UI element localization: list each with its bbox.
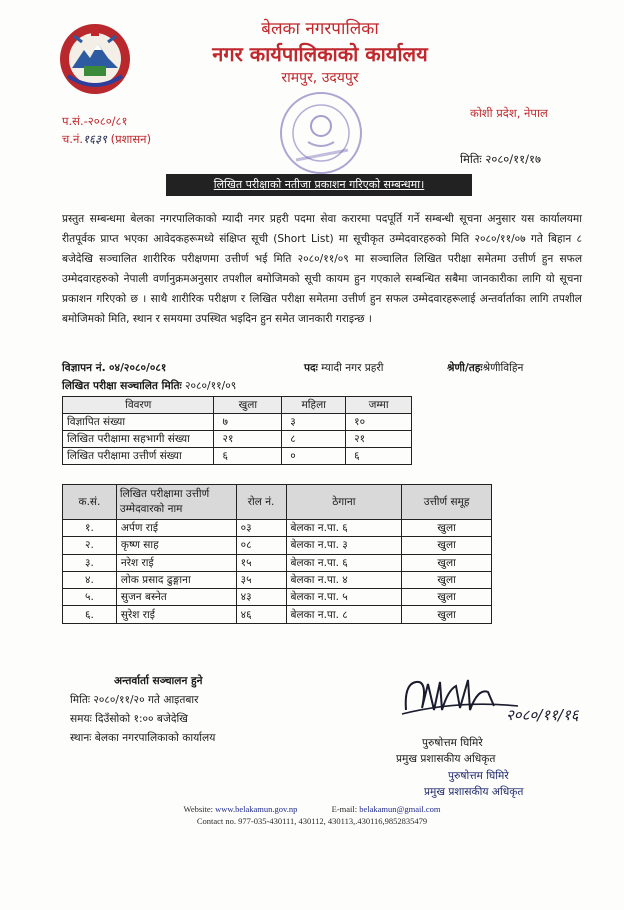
roll-number-cell: ३५ [236,571,286,588]
interview-time: समयः दिउँसोको १:०० बजेदेखि [70,713,188,725]
group-cell: खुला [402,589,492,606]
summary-cell: २१ [346,431,412,448]
letter-date: मितिः २०८०/११/१७ [460,152,541,166]
nepal-emblem-icon [58,22,132,96]
website-label: Website: [183,804,214,814]
summary-header-cell: जम्मा [346,397,412,414]
address-cell: बेलका न.पा. ३ [286,537,402,554]
summary-header-cell: खुला [214,397,282,414]
address-cell: बेलका न.पा. ४ [286,571,402,588]
serial-cell: ६. [63,606,117,623]
summary-table [62,396,412,465]
result-header-cell: क.सं. [63,485,117,520]
contact-footer [0,803,624,827]
summary-cell: २१ [214,431,282,448]
phone-numbers: Contact no. 977-035-430111, 430112, 430113,.430116,9852835479 [196,816,428,826]
result-header-cell: लिखित परीक्षामा उत्तीर्ण उम्मेदवारको नाम [116,485,236,520]
interview-place: स्थानः बेलका नगरपालिकाको कार्यालय [70,732,216,744]
stamp-designation: प्रमुख प्रशासकीय अधिकृत [424,786,524,798]
post-label: पदः [304,362,318,374]
group-cell: खुला [402,606,492,623]
office-seal-stamp [278,90,364,176]
class-label: श्रेणी/तहः [447,362,483,374]
candidate-name-cell: नरेश राई [116,554,236,571]
group-cell: खुला [402,520,492,537]
summary-cell: ३ [282,414,346,431]
office-name: नगर कार्यपालिकाको कार्यालय [212,42,428,66]
address-cell: बेलका न.पा. ६ [286,520,402,537]
address-cell: बेलका न.पा. ८ [286,606,402,623]
signatory-name: पुरुषोत्तम घिमिरे [422,737,483,749]
summary-row [63,414,412,431]
reference-number: प.सं.-२०८०/८१ [62,114,128,128]
table-row [63,589,492,606]
post-value: म्यादी नगर प्रहरी [321,362,384,374]
email-label: E-mail: [331,804,358,814]
result-table [62,484,492,624]
handwritten-signature [398,670,604,734]
roll-number-cell: ०८ [236,537,286,554]
interview-title: अन्तर्वार्ता सञ्चालन हुने [114,675,203,687]
advertisement-info [62,359,582,395]
summary-cell: ६ [346,448,412,465]
summary-cell: ८ [282,431,346,448]
roll-number-cell: १५ [236,554,286,571]
serial-cell: ३. [63,554,117,571]
email-link[interactable]: belakamun@gmail.com [359,804,441,814]
stamp-name: पुरुषोत्तम घिमिरे [448,770,509,782]
summary-cell: विज्ञापित संख्या [63,414,214,431]
summary-cell: १० [346,414,412,431]
address-cell: बेलका न.पा. ५ [286,589,402,606]
candidate-name-cell: सुरेश राई [116,606,236,623]
candidate-name-cell: अर्पण राई [116,520,236,537]
group-cell: खुला [402,571,492,588]
advert-label: विज्ञापन नं. [62,362,106,374]
summary-cell: ० [282,448,346,465]
table-row [63,606,492,623]
serial-cell: १. [63,520,117,537]
signature-date: २०८०/११/१६ [506,706,579,724]
signatory-stamp [424,768,523,800]
table-row [63,520,492,537]
signatory-designation: प्रमुख प्रशासकीय अधिकृत [396,753,496,765]
summary-cell: ६ [214,448,282,465]
subject-text: लिखित परीक्षाको नतीजा प्रकाशन गरिएको सम्बन्धमा। [213,178,425,191]
group-cell: खुला [402,554,492,571]
interview-details [70,672,215,748]
result-header-cell: ठेगाना [286,485,402,520]
serial-cell: २. [63,537,117,554]
dispatch-number: च.नं.१६३९ (प्रशासन) [62,132,152,146]
summary-row [63,448,412,465]
notice-body: प्रस्तुत सम्बन्धमा बेलका नगरपालिकाको म्यादी नगर प्रहरी पदमा सेवा करारमा पदपूर्ति गर्ने सम्बन्धी सूचना अनुसार यस कार्यालयमा रीतपूर्वक प्राप्त भएका आवेदकहरूमध्ये संक्षिप्त सूची (Short List) मा सूचीकृत उम्मेदवारहरुको मिति २०८०/११/०७ गते बिहान ८ बजेदेखि सञ्चालित शारीरिक परीक्षणमा उत्तीर्ण भई मिति २०८०/११/०९ मा सञ्चालित लिखित परीक्षा समेतमा उत्तीर्ण हुन सफल उम्मेदवारहरुको नेपाली वर्णानुक्रमअनुसार तपशील बमोजिमको सूची कायम हुन गएकाले सम्बन्धित सबैमा जानकारीका लागि यो सूचना प्रकाशन गरिएको छ । साथै शारीरिक परीक्षण र लिखित परीक्षा समेतमा उत्तीर्ण हुन सफल उम्मेदवारहरूलाई अन्तर्वार्ताका लागि तपशील बमोजिमको मिति, स्थान र समयमा उपस्थित भइदिन हुन समेत जानकारी गराइन्छ । [62,213,582,325]
roll-number-cell: ४६ [236,606,286,623]
summary-header-row [63,397,412,414]
result-header-cell: रोल नं. [236,485,286,520]
signatory-block [396,735,495,767]
table-row [63,571,492,588]
candidate-name-cell: सुजन बस्नेत [116,589,236,606]
candidate-name-cell: कृष्ण साह [116,537,236,554]
serial-cell: ४. [63,571,117,588]
letterhead [150,18,490,88]
dispatch-handwritten-number: १६३९ [83,132,107,146]
serial-cell: ५. [63,589,117,606]
class-value: श्रेणीविहिन [482,362,524,374]
advert-number: ०४/२०८०/०८१ [109,362,167,374]
subject-banner [166,174,472,196]
summary-header-cell: विवरण [63,397,214,414]
table-row [63,537,492,554]
summary-cell: लिखित परीक्षामा सहभागी संख्या [63,431,214,448]
table-row [63,554,492,571]
exam-date-value: २०८०/११/०९ [185,380,237,392]
municipality-name: बेलका नगरपालिका [261,19,379,39]
roll-number-cell: ४३ [236,589,286,606]
candidate-name-cell: लोक प्रसाद ढुङ्गाना [116,571,236,588]
address-cell: बेलका न.पा. ६ [286,554,402,571]
exam-date-label: लिखित परीक्षा सञ्चालित मितिः [62,380,182,392]
summary-cell: ७ [214,414,282,431]
roll-number-cell: ०३ [236,520,286,537]
summary-cell: लिखित परीक्षामा उत्तीर्ण संख्या [63,448,214,465]
reference-block [62,112,151,148]
group-cell: खुला [402,537,492,554]
province-label: कोशी प्रदेश, नेपाल [470,106,548,120]
office-address: रामपुर, उदयपुर [281,70,359,86]
summary-row [63,431,412,448]
result-header-row [63,485,492,520]
result-header-cell: उत्तीर्ण समूह [402,485,492,520]
summary-header-cell: महिला [282,397,346,414]
interview-date: मितिः २०८०/११/२० गते आइतबार [70,694,199,706]
website-link[interactable]: www.belakamun.gov.np [215,804,298,814]
